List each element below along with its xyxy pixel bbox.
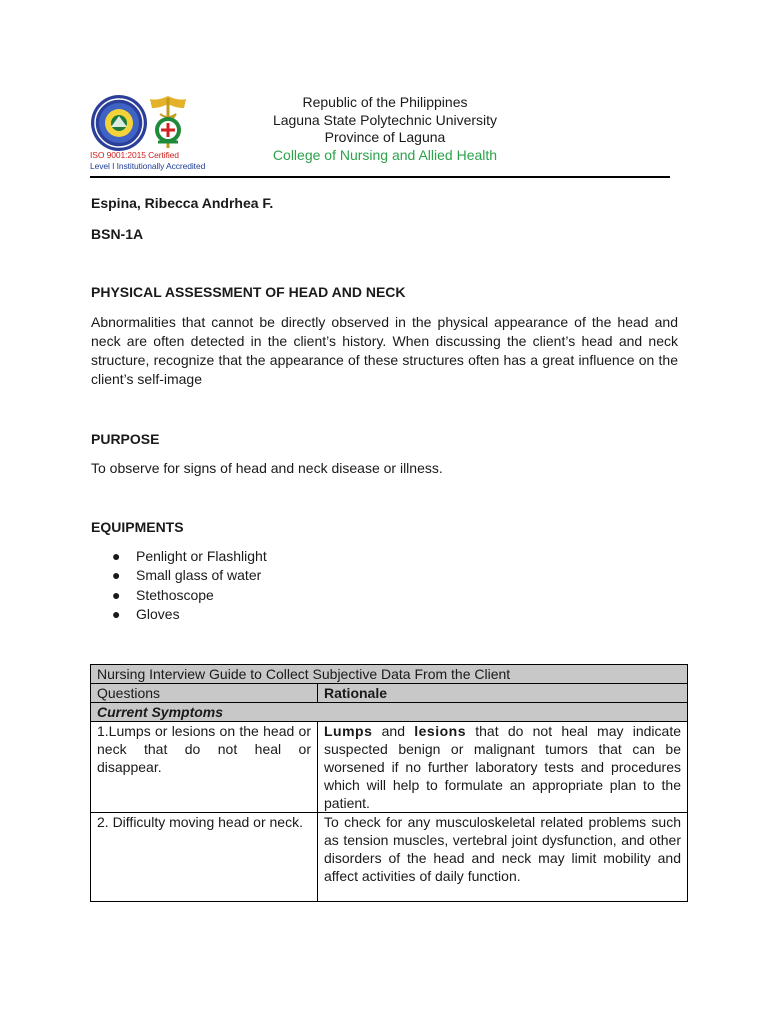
rationale-cell (318, 722, 688, 813)
bullet-icon: ● (112, 605, 121, 622)
purpose-heading: PURPOSE (91, 431, 160, 447)
table-row (91, 722, 688, 813)
assessment-intro: Abnormalities that cannot be directly observed in the physical appearance of the head and neck are often detected in the client’s history. When discussing the client’s head and neck structure, recognize that the appearance of these structures often has a great influence on the client’s self-image (91, 314, 678, 387)
rationale-text: that do not heal may indicate suspected benign or malignant tumors that can be worsened if no further laboratory tests and procedures which will help to formulate an appropriate plan to the patient. (324, 723, 681, 811)
category-label: Current Symptoms (91, 703, 688, 722)
letterhead-university: Laguna State Polytechnic University (272, 111, 498, 128)
column-header-questions: Questions (91, 684, 318, 703)
table-category-row (91, 703, 688, 722)
rationale-keyword: lesions (414, 723, 466, 739)
list-item (112, 547, 267, 566)
bullet-icon: ● (112, 586, 121, 603)
rationale-cell: To check for any musculoskeletal related problems such as tension muscles, vertebral joint dysfunction, and other disorders of the head and neck may limit mobility and affect activities of daily function. (318, 813, 688, 902)
equipment-item-label: Stethoscope (136, 586, 214, 603)
nursing-college-seal-icon (146, 94, 190, 152)
bullet-icon: ● (112, 567, 121, 584)
table-title: Nursing Interview Guide to Collect Subjective Data From the Client (91, 665, 688, 684)
iso-certification-text: ISO 9001:2015 Certified (90, 150, 179, 160)
equipments-heading: EQUIPMENTS (91, 519, 184, 535)
question-cell: 2. Difficulty moving head or neck. (91, 813, 318, 902)
table-row (91, 813, 688, 902)
equipment-list (112, 547, 267, 624)
letterhead (250, 94, 520, 164)
letterhead-country: Republic of the Philippines (302, 94, 468, 110)
table-title-row (91, 665, 688, 684)
column-header-rationale: Rationale (318, 684, 688, 703)
question-cell: 1.Lumps or lesions on the head or neck that do not heal or disappear. (91, 722, 318, 813)
list-item (112, 605, 267, 624)
equipment-item-label: Small glass of water (136, 567, 262, 584)
bullet-icon: ● (112, 548, 121, 564)
list-item (112, 566, 267, 585)
interview-guide-table (90, 664, 688, 902)
student-name: Espina, Ribecca Andrhea F. (91, 195, 274, 211)
letterhead-college: College of Nursing and Allied Health (272, 146, 498, 163)
purpose-text: To observe for signs of head and neck disease or illness. (91, 460, 443, 476)
header-divider (90, 176, 670, 178)
accreditation-text: Level I Institutionally Accredited (90, 161, 206, 171)
equipment-item-label: Gloves (136, 605, 180, 622)
university-logos (90, 94, 220, 176)
university-seal-icon (90, 94, 148, 152)
assessment-title: PHYSICAL ASSESSMENT OF HEAD AND NECK (91, 284, 406, 300)
rationale-text: and (372, 723, 415, 739)
list-item (112, 586, 267, 605)
letterhead-province: Province of Laguna (324, 129, 446, 145)
equipment-item-label: Penlight or Flashlight (136, 548, 267, 564)
rationale-keyword: Lumps (324, 723, 373, 739)
student-section: BSN-1A (91, 226, 144, 242)
table-header-row (91, 684, 688, 703)
